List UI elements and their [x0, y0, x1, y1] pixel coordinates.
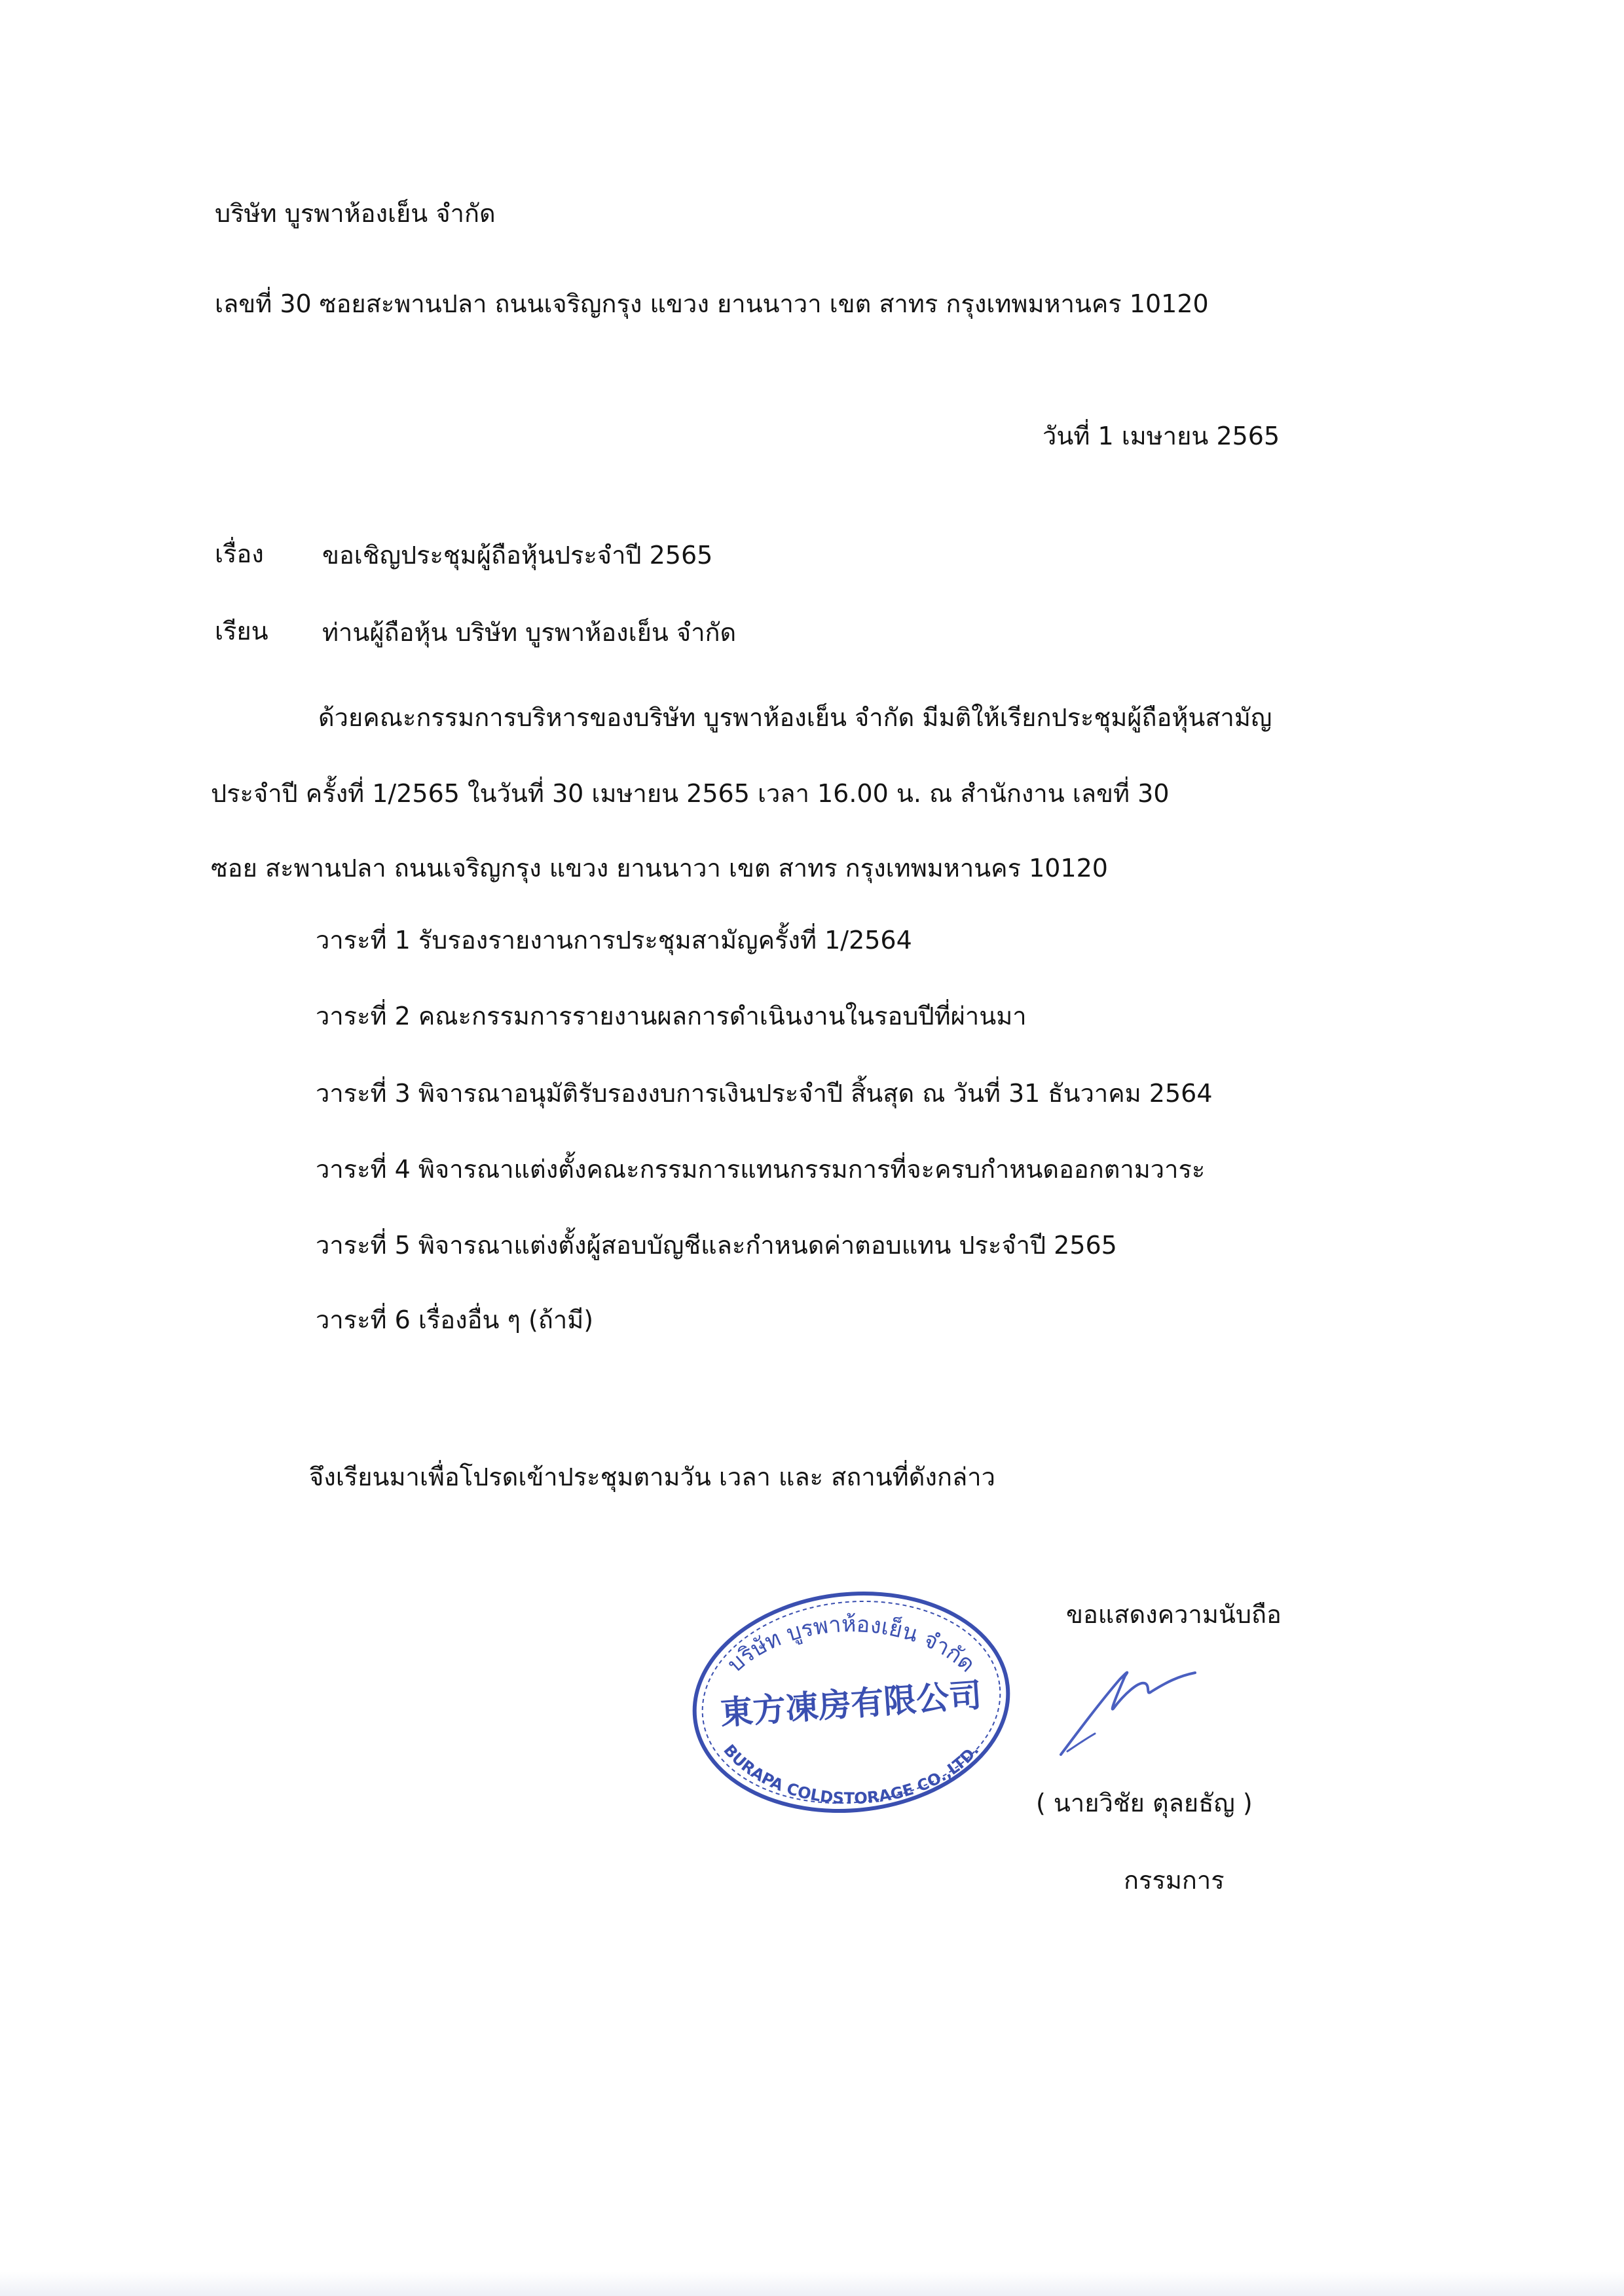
body-line-2: ประจำปี ครั้งที่ 1/2565 ในวันที่ 30 เมษายน 2565 เวลา 16.00 น. ณ สำนักงาน เลขที่ 30	[211, 779, 1170, 808]
agenda-item: วาระที่ 4 พิจารณาแต่งตั้งคณะกรรมการแทนกรรมการที่จะครบกำหนดออกตามวาระ	[316, 1155, 1206, 1184]
company-address: เลขที่ 30 ซอยสะพานปลา ถนนเจริญกรุง แขวง ยานนาวา เขต สาทร กรุงเทพมหานคร 10120	[215, 289, 1209, 318]
signature	[1048, 1624, 1257, 1781]
agenda-item: วาระที่ 1 รับรองรายงานการประชุมสามัญครั้งที่ 1/2564	[316, 926, 912, 955]
signatory-name: ( นายวิชัย ตุลยธัญ )	[1036, 1789, 1253, 1817]
scan-edge	[0, 2272, 1624, 2296]
stamp-thai-text: บริษัท บูรพาห้องเย็น จำกัด	[722, 1611, 980, 1678]
company-stamp	[668, 1568, 1035, 1823]
subject-label: เรื่อง	[215, 539, 264, 568]
signatory-title: กรรมการ	[1124, 1866, 1225, 1895]
agenda-item: วาระที่ 2 คณะกรรมการรายงานผลการดำเนินงานในรอบปีที่ผ่านมา	[316, 1002, 1027, 1030]
letter-date: วันที่ 1 เมษายน 2565	[1043, 422, 1280, 450]
regards-text: ขอแสดงความนับถือ	[1066, 1600, 1282, 1629]
agenda-item: วาระที่ 6 เรื่องอื่น ๆ (ถ้ามี)	[316, 1305, 594, 1334]
agenda-item: วาระที่ 3 พิจารณาอนุมัติรับรองงบการเงินประจำปี สิ้นสุด ณ วันที่ 31 ธันวาคม 2564	[316, 1079, 1213, 1108]
recipient-label: เรียน	[215, 617, 268, 646]
company-name: บริษัท บูรพาห้องเย็น จำกัด	[215, 199, 496, 228]
stamp-english-text: BURAPA COLDSTORAGE CO.,LTD.	[720, 1741, 983, 1808]
recipient-text: ท่านผู้ถือหุ้น บริษัท บูรพาห้องเย็น จำกัด	[322, 618, 737, 647]
body-line-1: ด้วยคณะกรรมการบริหารของบริษัท บูรพาห้องเย็น จำกัด มีมติให้เรียกประชุมผู้ถือหุ้นสามัญ	[318, 703, 1272, 732]
agenda-item: วาระที่ 5 พิจารณาแต่งตั้งผู้สอบบัญชีและกำหนดค่าตอบแทน ประจำปี 2565	[316, 1231, 1117, 1260]
closing-text: จึงเรียนมาเพื่อโปรดเข้าประชุมตามวัน เวลา และ สถานที่ดังกล่าว	[309, 1463, 995, 1491]
subject-text: ขอเชิญประชุมผู้ถือหุ้นประจำปี 2565	[322, 541, 713, 570]
body-line-3: ซอย สะพานปลา ถนนเจริญกรุง แขวง ยานนาวา เขต สาทร กรุงเทพมหานคร 10120	[211, 854, 1108, 883]
stamp-chinese-text: 東方凍房有限公司	[718, 1675, 984, 1732]
